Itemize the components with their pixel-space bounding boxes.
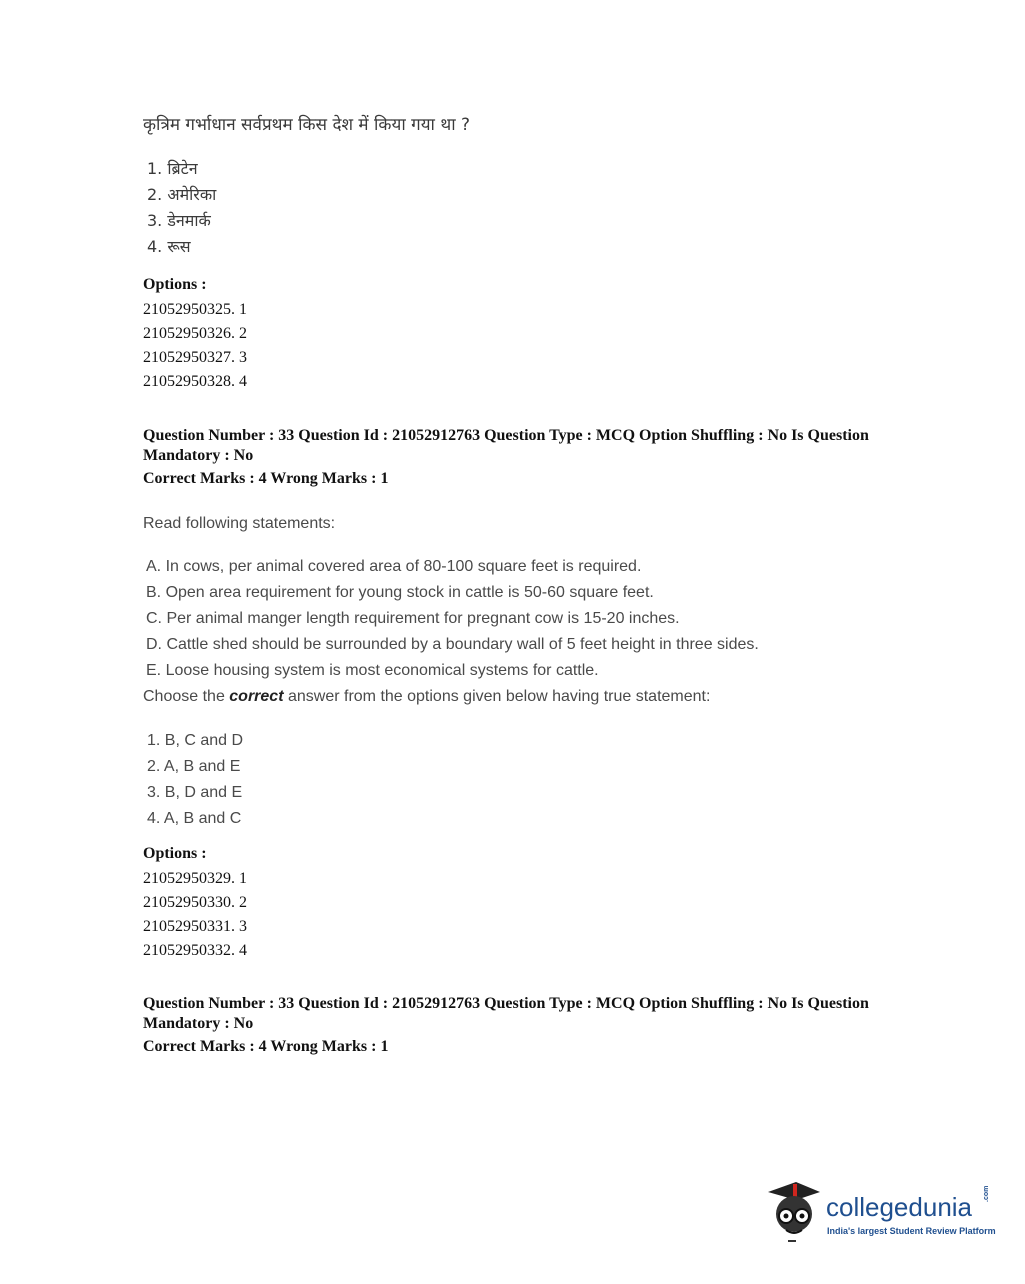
q2-statement-c: C. Per animal manger length requirement for pregnant cow is 15-20 inches. — [146, 610, 680, 627]
q1-choice-3: 3. डेनमार्क — [147, 211, 211, 230]
logo-wordmark: collegedunia — [826, 1192, 973, 1222]
q2-statement-e: E. Loose housing system is most economical systems for cattle. — [146, 662, 599, 679]
q1-option-2: 21052950326. 2 — [143, 325, 247, 342]
collegedunia-mascot-icon — [766, 1178, 822, 1244]
logo-suffix: .com — [983, 1185, 990, 1202]
q2-instruction: Choose the correct answer from the options given below having true statement: — [143, 688, 711, 705]
q1-options-label: Options : — [143, 276, 207, 293]
q1-option-4: 21052950328. 4 — [143, 373, 247, 390]
q2-option-3: 21052950331. 3 — [143, 918, 247, 935]
q1-choice-2: 2. अमेरिका — [147, 185, 217, 204]
q3-marks: Correct Marks : 4 Wrong Marks : 1 — [143, 1038, 389, 1055]
q2-choice-3: 3. B, D and E — [147, 784, 243, 801]
q2-options-label: Options : — [143, 845, 207, 862]
q2-statement-d: D. Cattle shed should be surrounded by a boundary wall of 5 feet height in three sides. — [146, 636, 759, 653]
q2-choice-2: 2. A, B and E — [147, 758, 241, 775]
q2-choice-1: 1. B, C and D — [147, 732, 244, 749]
q2-option-1: 21052950329. 1 — [143, 870, 247, 887]
q2-meta: Question Number : 33 Question Id : 21052912763 Question Type : MCQ Option Shuffling : No Is Question Mandatory : No — [143, 427, 869, 464]
q2-statement-a: A. In cows, per animal covered area of 80-100 square feet is required. — [146, 558, 642, 575]
q2-marks: Correct Marks : 4 Wrong Marks : 1 — [143, 470, 389, 487]
question-1-text: कृत्रिम गर्भाधान सर्वप्रथम किस देश में किया गया था ? — [143, 115, 471, 135]
q2-option-4: 21052950332. 4 — [143, 942, 247, 959]
q2-statement-b: B. Open area requirement for young stock in cattle is 50-60 square feet. — [146, 584, 654, 601]
q1-choice-1: 1. ब्रिटेन — [147, 159, 198, 178]
q1-option-1: 21052950325. 1 — [143, 301, 247, 318]
q2-option-2: 21052950330. 2 — [143, 894, 247, 911]
q2-choice-4: 4. A, B and C — [147, 810, 242, 827]
q1-option-3: 21052950327. 3 — [143, 349, 247, 366]
q2-intro: Read following statements: — [143, 515, 336, 532]
q3-meta: Question Number : 33 Question Id : 21052912763 Question Type : MCQ Option Shuffling : No Is Question Mandatory : No — [143, 995, 869, 1032]
logo-tagline: India's largest Student Review Platform — [827, 1226, 996, 1236]
q1-choice-4: 4. रूस — [147, 237, 191, 256]
